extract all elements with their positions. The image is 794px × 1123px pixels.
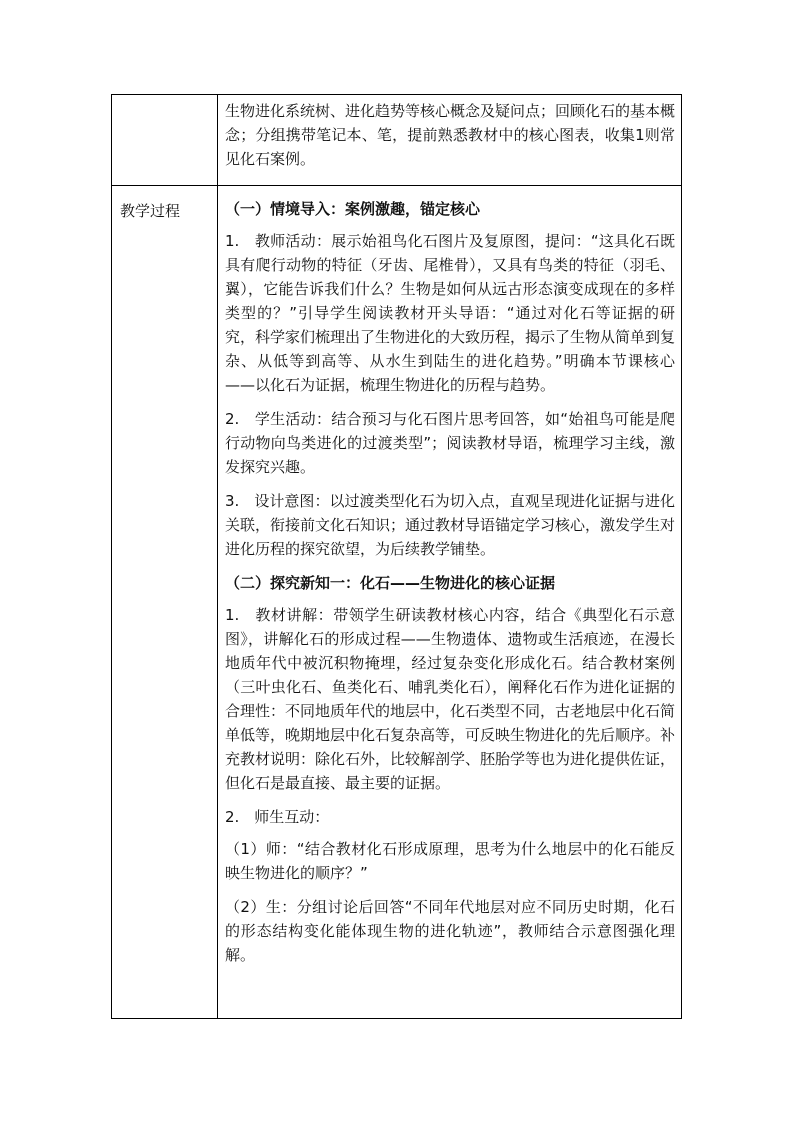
teaching-process-content bbox=[225, 197, 675, 977]
lesson-plan-table bbox=[111, 94, 682, 1019]
paragraph-2: 2. 学生活动：结合预习与化石图片思考回答，如“始祖鸟可能是爬行动物向鸟类进化的过渡类型”；阅读教材导语，梳理学习主线，激发探究兴趣。 bbox=[225, 410, 675, 476]
paragraph-1: 1. 教师活动：展示始祖鸟化石图片及复原图，提问：“这具化石既具有爬行动物的特征（牙齿、尾椎骨），又具有鸟类的特征（羽毛、翼），它能告诉我们什么？生物是如何从远古形态演变成现在的多样类型的？”引导学生阅读教材开头导语：“通过对化石等证据的研究，科学家们梳理出了生物进化的大致历程，揭示了生物从简单到复杂、从低等到高等、从水生到陆生的进化趋势。”明确本节课核心——以化石为证据，梳理生物进化的历程与趋势。 bbox=[225, 232, 676, 394]
section2-heading: （二）探究新知一：化石——生物进化的核心证据 bbox=[225, 574, 556, 592]
table-horizontal-divider bbox=[112, 185, 681, 186]
section1-heading: （一）情境导入：案例激趣，锚定核心 bbox=[225, 200, 481, 218]
top-row-text: 生物进化系统树、进化趋势等核心概念及疑问点；回顾化石的基本概念；分组携带笔记本、笔，提前熟悉教材中的核心图表，收集1则常见化石案例。 bbox=[225, 102, 676, 168]
table-vertical-divider bbox=[217, 95, 218, 1018]
paragraph-7: （2）生：分组讨论后回答“不同年代地层对应不同历史时期，化石的形态结构变化能体现生物的进化轨迹”，教师结合示意图强化理解。 bbox=[225, 898, 675, 964]
teaching-process-label: 教学过程 bbox=[120, 202, 181, 220]
top-row-content bbox=[225, 99, 675, 181]
paragraph-6: （1）师：“结合教材化石形成原理，思考为什么地层中的化石能反映生物进化的顺序？” bbox=[225, 840, 675, 882]
paragraph-4: 1. 教材讲解：带领学生研读教材核心内容，结合《典型化石示意图》，讲解化石的形成过程——生物遗体、遗物或生活痕迹，在漫长地质年代中被沉积物掩埋，经过复杂变化形成化石。结合教材案例（三叶虫化石、鱼类化石、哺乳类化石），阐释化石作为进化证据的合理性：不同地质年代的地层中，化石类型不同，古老地层中化石简单低等，晚期地层中化石复杂高等，可反映生物进化的先后顺序。补充教材说明：除化石外，比较解剖学、胚胎学等也为进化提供佐证，但化石是最直接、最主要的证据。 bbox=[225, 606, 676, 792]
paragraph-5: 2. 师生互动： bbox=[225, 808, 330, 826]
paragraph-3: 3. 设计意图：以过渡类型化石为切入点，直观呈现进化证据与进化关联，衔接前文化石知识；通过教材导语锚定学习核心，激发学生对进化历程的探究欲望，为后续教学铺垫。 bbox=[225, 492, 676, 558]
